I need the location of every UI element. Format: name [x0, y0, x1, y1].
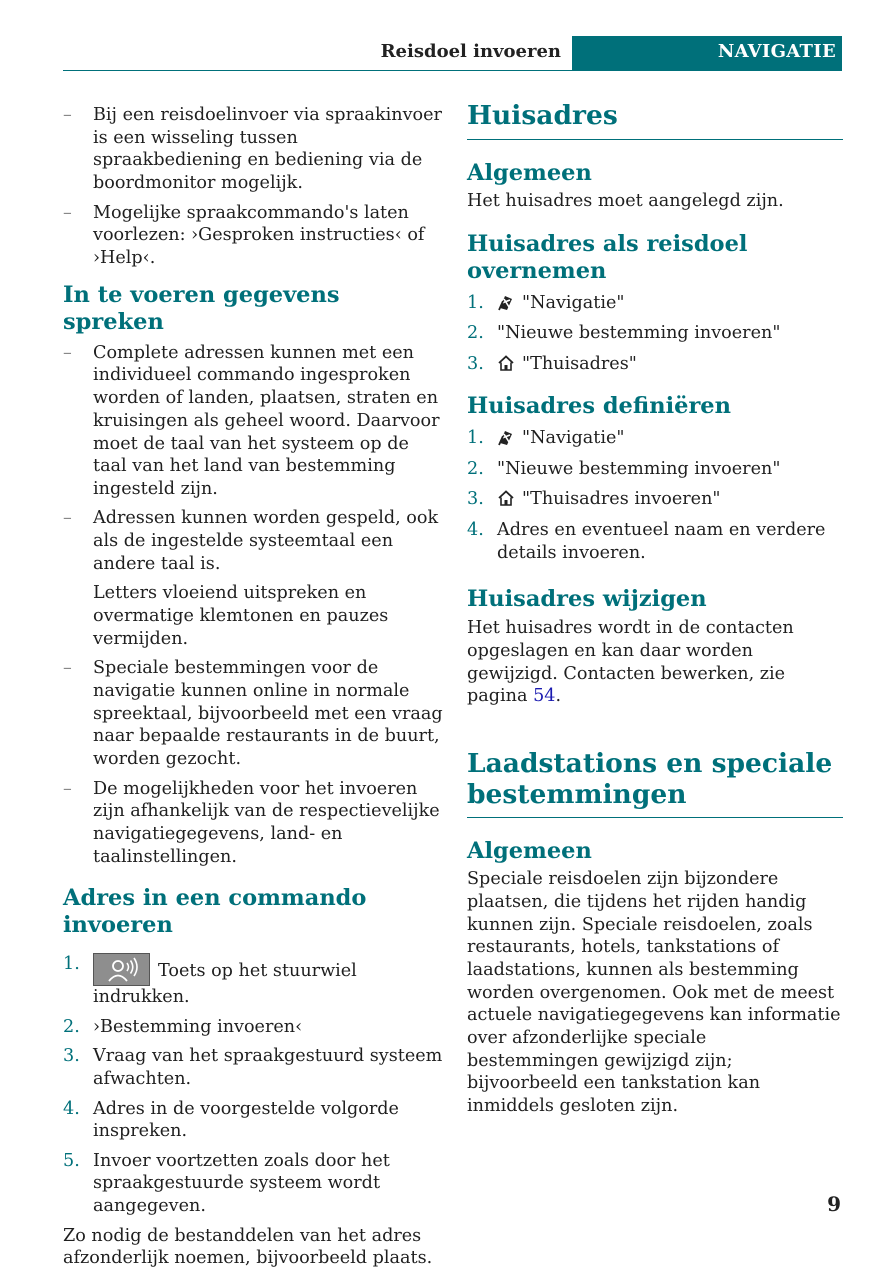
heading-rule — [467, 139, 843, 140]
definieren-heading: Huisadres definiëren — [467, 392, 731, 419]
step-item: 4. Adres in de voorgestelde volgorde inspreken. — [63, 1098, 399, 1142]
header-section-title: NAVIGATIE — [717, 41, 836, 62]
list-item: – De mogelijkheden voor het invoeren zijn afhankelijk van de respectievelijke navigatiegegevens, land- en taalinstellingen. — [63, 778, 440, 867]
right-column — [467, 100, 843, 1118]
page-link[interactable]: 54 — [533, 686, 556, 707]
home-icon — [497, 489, 515, 507]
dash-marker: – — [63, 508, 72, 529]
commando-step-list — [63, 953, 443, 1218]
algemeen-text: Het huisadres moet aangelegd zijn. — [467, 191, 784, 211]
huisadres-heading: Huisadres — [467, 100, 618, 131]
header-subsection: Reisdoel invoeren — [380, 41, 561, 62]
step-item: 1. "Navigatie" — [467, 292, 625, 313]
overnemen-step-list — [467, 292, 843, 376]
section-heading: In te voeren gegevens spreken — [63, 281, 340, 335]
dash-marker: – — [63, 342, 72, 363]
dash-marker: – — [63, 658, 72, 679]
step-item: 1. Toets op het stuurwiel indrukken. — [63, 954, 357, 1008]
step-item: 3. Vraag van het spraakgestuurd systeem afwachten. — [63, 1046, 443, 1090]
continuation-paragraph: Letters vloeiend uitspreken en overmatige klemtonen en pauzes vermijden. — [93, 583, 389, 649]
navigation-flag-icon — [497, 428, 515, 446]
overnemen-heading: Huisadres als reisdoel overnemen — [467, 230, 748, 284]
step-item: 5. Invoer voortzetten zoals door het spraakgestuurde systeem wordt aangegeven. — [63, 1150, 390, 1217]
wijzigen-text: Het huisadres wordt in de contacten opgeslagen en kan daar worden gewijzigd. Contacten bewerken, zie pagina 54. — [467, 618, 794, 707]
list-item: – Speciale bestemmingen voor de navigatie kunnen online in normale spreektaal, bijvoorbeeld met een vraag naar bepaalde restaurants in de buurt, worden gezocht. — [63, 658, 443, 770]
algemeen-heading: Algemeen — [467, 838, 592, 865]
section-heading: Adres in een commando invoeren — [63, 885, 367, 939]
home-icon — [497, 354, 515, 372]
step-item: 2. "Nieuwe bestemming invoeren" — [467, 458, 781, 479]
dash-marker: – — [63, 778, 72, 799]
algemeen-heading: Algemeen — [467, 160, 592, 186]
step-item: 1. "Navigatie" — [467, 427, 625, 448]
step-item: 4. Adres en eventueel naam en verdere details invoeren. — [467, 519, 826, 563]
left-column — [63, 104, 443, 1270]
navigation-flag-icon — [497, 293, 515, 311]
step-item: 2. ›Bestemming invoeren‹ — [63, 1016, 303, 1037]
list-item: – Adressen kunnen worden gespeld, ook als de ingestelde systeemtaal een andere taal is. — [63, 508, 439, 574]
dash-marker: – — [63, 105, 72, 125]
laadstations-heading: Laadstations en speciale bestemmingen — [467, 748, 833, 811]
header-rule — [63, 70, 842, 71]
voice-command-button-icon — [93, 953, 150, 986]
step-item: 2. "Nieuwe bestemming invoeren" — [467, 323, 781, 344]
spreken-bullet-list-more — [63, 657, 443, 868]
list-item: – Complete adressen kunnen met een individueel commando ingesproken worden of landen, plaatsen, straten en kruisingen als geheel woord. Daarvoor moet de taal van het systeem op de taal van het land van bestemming ingesteld zijn. — [63, 342, 440, 499]
step-item: 3. "Thuisadres" — [467, 354, 637, 375]
wijzigen-heading: Huisadres wijzigen — [467, 586, 707, 613]
laadstations-text: Speciale reisdoelen zijn bijzondere plaatsen, die tijdens het rijden handig kunnen zijn. Speciale reisdoelen, zoals restaurants, hotels, tankstations of laadstations, kunnen als bestemming worden overgenomen. Ook met de meest actuele navigatiegegevens kan informatie over afzonderlijke speciale bestemmingen gewijzigd zijn; bijvoorbeeld een tankstation kan inmiddels gesloten zijn. — [467, 869, 841, 1117]
list-item: – Mogelijke spraakcommando's laten voorlezen: ›Gesproken instructies‹ of ›Help‹. — [63, 202, 425, 269]
intro-bullet-list — [63, 104, 443, 270]
dash-marker: – — [63, 202, 72, 223]
step-item: 3. "Thuisadres invoeren" — [467, 489, 721, 510]
list-item: – Bij een reisdoelinvoer via spraakinvoer is een wisseling tussen spraakbediening en bediening via de boordmonitor mogelijk. — [63, 105, 442, 194]
heading-rule — [467, 817, 843, 818]
spreken-bullet-list — [63, 342, 443, 576]
definieren-step-list — [467, 427, 843, 565]
commando-footer-text: Zo nodig de bestanddelen van het adres afzonderlijk noemen, bijvoorbeeld plaats. — [63, 1225, 433, 1269]
page-number: 9 — [827, 1192, 841, 1216]
